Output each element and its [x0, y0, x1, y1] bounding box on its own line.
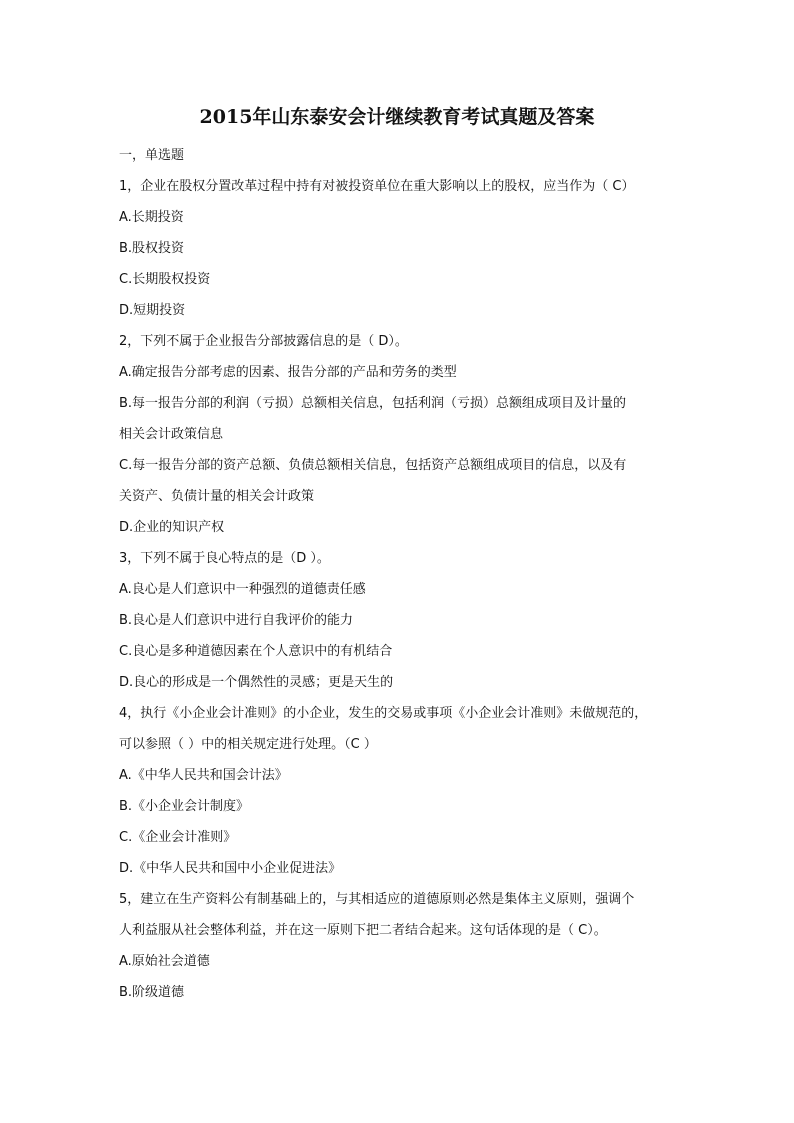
- question-2-option-d: D.企业的知识产权: [119, 520, 225, 535]
- question-5-option-a: A.原始社会道德: [119, 954, 210, 969]
- question-4-option-a: A.《中华人民共和国会计法》: [119, 768, 288, 783]
- question-2-option-b-line-1: B.每一报告分部的利润（亏损）总额相关信息，包括利润（亏损）总额组成项目及计量的: [119, 396, 627, 411]
- document-title: 2015年山东泰安会计继续教育考试真题及答案: [199, 106, 595, 128]
- question-3-option-c: C.良心是多种道德因素在个人意识中的有机结合: [119, 644, 393, 659]
- section-heading: 一，单选题: [119, 148, 185, 163]
- question-2-option-c-line-2: 关资产、负债计量的相关会计政策: [119, 489, 315, 504]
- question-2-stem: 2，下列不属于企业报告分部披露信息的是（ D）。: [119, 334, 408, 349]
- question-5-option-b: B.阶级道德: [119, 985, 185, 1000]
- question-3-option-d: D.良心的形成是一个偶然性的灵感；更是天生的: [119, 675, 394, 690]
- question-2-option-a: A.确定报告分部考虑的因素、报告分部的产品和劳务的类型: [119, 365, 457, 380]
- question-1-option-b: B.股权投资: [119, 241, 185, 256]
- question-3-stem: 3，下列不属于良心特点的是（D ）。: [119, 551, 330, 566]
- question-5-stem-line-2: 人利益服从社会整体利益，并在这一原则下把二者结合起来。这句话体现的是（ C）。: [119, 923, 607, 938]
- question-2-option-c-line-1: C.每一报告分部的资产总额、负债总额相关信息，包括资产总额组成项目的信息，以及有: [119, 458, 627, 473]
- question-1-option-a: A.长期投资: [119, 210, 184, 225]
- question-4-option-c: C.《企业会计准则》: [119, 830, 237, 845]
- question-3-option-b: B.良心是人们意识中进行自我评价的能力: [119, 613, 354, 628]
- question-4-stem-line-2: 可以参照（ ）中的相关规定进行处理。（C ）: [119, 737, 377, 752]
- question-1-option-c: C.长期股权投资: [119, 272, 211, 287]
- question-1-stem: 1，企业在股权分置改革过程中持有对被投资单位在重大影响以上的股权，应当作为（ C）: [119, 179, 635, 194]
- question-4-option-b: B.《小企业会计制度》: [119, 799, 250, 814]
- question-3-option-a: A.良心是人们意识中一种强烈的道德责任感: [119, 582, 366, 597]
- question-5-stem-line-1: 5，建立在生产资料公有制基础上的，与其相适应的道德原则必然是集体主义原则，强调个: [119, 892, 635, 907]
- question-2-option-b-line-2: 相关会计政策信息: [119, 427, 224, 442]
- question-1-option-d: D.短期投资: [119, 303, 186, 318]
- question-4-stem-line-1: 4，执行《小企业会计准则》的小企业，发生的交易或事项《小企业会计准则》未做规范的，: [119, 706, 648, 721]
- question-4-option-d: D.《中华人民共和国中小企业促进法》: [119, 861, 342, 876]
